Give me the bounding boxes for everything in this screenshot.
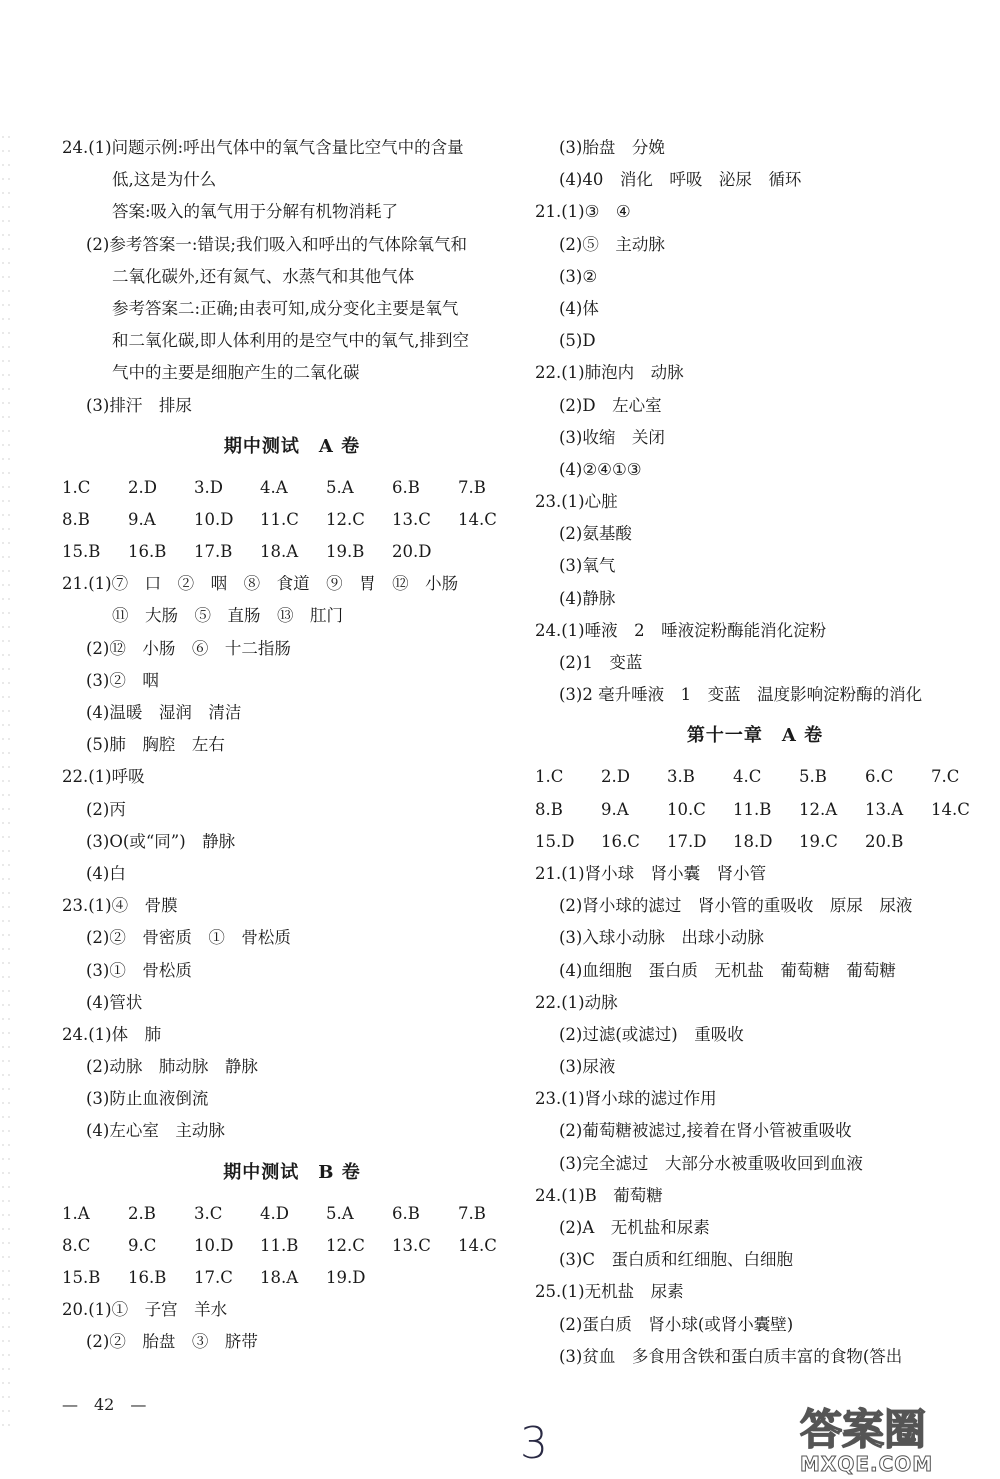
answer-line: 22.(1)肺泡内 动脉 [535,363,684,383]
answer-line: (2)葡萄糖被滤过,接着在肾小管被重吸收 [559,1121,852,1141]
choice-answer: 20.D [392,542,432,562]
answer-line: (2)氨基酸 [559,524,632,544]
answer-line: 24.(1)体 肺 [62,1024,162,1044]
answer-line: 参考答案二:正确;由表可知,成分变化主要是氧气 [112,298,459,318]
choice-answer: 19.C [799,831,838,851]
choice-answer-row [62,1198,522,1230]
choice-answer: 3.D [194,477,223,497]
choice-answer: 18.A [260,1268,299,1287]
choice-answer: 5.A [326,1203,354,1223]
choice-answer: 16.C [601,831,640,851]
answer-line: 21.(1)③ ④ [535,202,631,222]
answer-line: (3)② 咽 [86,670,159,690]
answer-line: 23.(1)肾小球的滤过作用 [535,1089,717,1109]
choice-answer: 17.D [667,831,707,851]
choice-answer: 2.D [601,767,630,787]
choice-answer: 17.B [194,542,233,562]
answer-line: 20.(1)① 子宫 羊水 [62,1300,228,1320]
answer-line: 二氧化碳外,还有氮气、水蒸气和其他气体 [112,266,415,286]
page-number: — 42 — [62,1395,147,1414]
answer-line: (5)肺 胸腔 左右 [86,735,225,755]
answer-line: 24.(1)B 葡萄糖 [535,1185,663,1205]
answer-line: (3)O(或“同”) 静脉 [86,831,236,851]
answer-line: (4)左心室 主动脉 [86,1121,225,1141]
choice-answer: 14.C [458,1235,497,1255]
choice-answer: 12.C [326,509,365,529]
choice-answer: 13.C [392,1235,431,1255]
choice-answer: 7.B [458,477,486,497]
choice-answer: 19.D [326,1268,366,1287]
choice-answer-row [62,1230,522,1262]
choice-answer: 8.C [62,1235,91,1255]
answer-line: 低,这是为什么 [112,170,217,190]
answer-line: (4)温暖 湿润 清洁 [86,703,242,722]
choice-answer: 14.C [458,509,497,529]
answer-line: (4)白 [86,863,126,883]
choice-answer: 9.A [128,509,156,529]
choice-answer-row [62,536,522,568]
answer-line: ⑪ 大肠 ⑤ 直肠 ⑬ 肛门 [112,606,343,626]
choice-answer-row [62,504,522,536]
choice-answer: 5.B [799,767,827,787]
answer-line: (2)D 左心室 [559,395,662,415]
answer-line: 23.(1)心脏 [535,492,618,512]
answer-line: (4)40 消化 呼吸 泌尿 循环 [559,170,802,190]
choice-answer: 2.B [128,1203,156,1223]
choice-answer: 18.D [733,831,773,851]
choice-answer: 10.D [194,1235,234,1255]
answer-line: (4)管状 [86,992,143,1012]
answer-line: (4)静脉 [559,588,616,608]
answer-line: (3)贫血 多食用含铁和蛋白质丰富的食物(答出 [559,1346,903,1366]
answer-line: 21.(1)⑦ 口 ② 咽 ⑧ 食道 ⑨ 胃 ⑫ 小肠 [62,574,459,594]
choice-answer: 17.C [194,1268,233,1287]
choice-answer: 3.B [667,767,695,787]
answer-line: (3)胎盘 分娩 [559,138,665,157]
answer-line: 24.(1)唾液 2 唾液淀粉酶能消化淀粉 [535,620,827,640]
answer-line: (4)②④①③ [559,459,642,479]
answer-line: (3)② [559,266,598,286]
choice-answer: 7.B [458,1203,486,1223]
choice-answer: 16.B [128,1268,167,1287]
answer-line: 答案:吸入的氧气用于分解有机物消耗了 [112,202,399,222]
choice-answer: 2.D [128,477,157,497]
choice-answer: 9.A [601,799,629,819]
choice-answer: 8.B [535,799,563,819]
choice-answer: 6.C [865,767,894,787]
choice-answer-row [535,826,975,858]
choice-answer: 20.B [865,831,904,851]
answer-line: (4)体 [559,298,599,318]
answer-line: (3)① 骨松质 [86,960,192,980]
choice-answer: 7.C [931,767,960,787]
choice-answer: 16.B [128,542,167,562]
choice-answer-row [62,472,522,504]
choice-answer: 4.C [733,767,762,787]
answer-line: 22.(1)呼吸 [62,767,145,787]
answer-line: (5)D [559,331,596,351]
section-heading: 期中测试 B 卷 [223,1161,361,1183]
choice-answer: 12.A [799,799,838,819]
answer-line: (3)入球小动脉 出球小动脉 [559,928,764,948]
choice-answer: 12.C [326,1235,365,1255]
answer-line: 23.(1)④ 骨膜 [62,896,178,916]
watermark-logo: 答案圈 [800,1405,927,1454]
choice-answer: 11.B [733,799,772,819]
answer-line: (3)收缩 关闭 [559,427,665,447]
choice-answer-row [535,794,975,826]
choice-answer: 15.D [535,831,575,851]
answer-line: (2)过滤(或滤过) 重吸收 [559,1024,744,1044]
choice-answer: 11.B [260,1235,299,1255]
answer-line: 25.(1)无机盐 尿素 [535,1282,684,1302]
choice-answer: 5.A [326,477,354,497]
choice-answer: 3.C [194,1203,223,1223]
choice-answer: 13.C [392,509,431,529]
answer-line: (2)⑫ 小肠 ⑥ 十二指肠 [86,638,291,658]
choice-answer: 19.B [326,542,365,562]
choice-answer-row [535,761,975,793]
choice-answer: 1.C [62,477,91,497]
answer-line: (2)⑤ 主动脉 [559,234,665,254]
choice-answer: 15.B [62,542,101,562]
answer-line: (2)丙 [86,799,126,819]
watermark [800,1405,990,1478]
answer-line: (2)② 胎盘 ③ 脐带 [86,1332,258,1352]
answer-line: (4)血细胞 蛋白质 无机盐 葡萄糖 葡萄糖 [559,960,896,980]
answer-line: (2)蛋白质 肾小球(或肾小囊壁) [559,1314,794,1334]
answer-line: 24.(1)问题示例:呼出气体中的氧气含量比空气中的含量 [62,138,464,157]
right-column [535,132,975,1373]
choice-answer: 10.D [194,509,234,529]
answer-line: (3)氧气 [559,556,616,576]
answer-line: (2)1 变蓝 [559,653,643,672]
answer-line: 气中的主要是细胞产生的二氧化碳 [112,363,360,383]
choice-answer: 11.C [260,509,299,529]
answer-line: (2)动脉 肺动脉 静脉 [86,1057,258,1077]
choice-answer: 18.A [260,542,299,562]
answer-line: (3)防止血液倒流 [86,1089,209,1109]
answer-line: (2)A 无机盐和尿素 [559,1218,710,1237]
answer-line: (3)完全滤过 大部分水被重吸收回到血液 [559,1153,863,1173]
choice-answer: 15.B [62,1268,101,1287]
answer-line: 21.(1)肾小球 肾小囊 肾小管 [535,863,767,883]
answer-line: (3)2 毫升唾液 1 变蓝 温度影响淀粉酶的消化 [559,685,923,705]
answer-line: 和二氧化碳,即人体利用的是空气中的氧气,排到空 [112,331,469,351]
answer-line: (2)参考答案一:错误;我们吸入和呼出的气体除氧气和 [86,234,467,254]
answer-line: 22.(1)动脉 [535,992,618,1012]
choice-answer: 14.C [931,799,970,819]
answer-line: (2)肾小球的滤过 肾小管的重吸收 原尿 尿液 [559,896,913,916]
choice-answer: 6.B [392,477,420,497]
handwritten-mark: 3 [520,1418,548,1469]
choice-answer-row [62,1262,522,1294]
section-heading: 期中测试 A 卷 [223,435,361,457]
choice-answer: 1.A [62,1203,90,1223]
left-column [62,132,522,1359]
answer-line: (3)尿液 [559,1057,616,1077]
choice-answer: 1.C [535,767,564,787]
choice-answer: 4.A [260,477,288,497]
binding-margin-texture [0,130,12,1430]
section-heading: 第十一章 A 卷 [686,725,824,747]
choice-answer: 9.C [128,1235,157,1255]
answer-line: (3)C 蛋白质和红细胞、白细胞 [559,1250,793,1270]
watermark-url: MXQE.COM [800,1452,934,1476]
choice-answer: 6.B [392,1203,420,1223]
choice-answer: 13.A [865,799,904,819]
choice-answer: 4.D [260,1203,289,1223]
answer-line: (2)② 骨密质 ① 骨松质 [86,928,291,948]
answer-line: (3)排汗 排尿 [86,395,192,415]
choice-answer: 8.B [62,509,90,529]
choice-answer: 10.C [667,799,706,819]
